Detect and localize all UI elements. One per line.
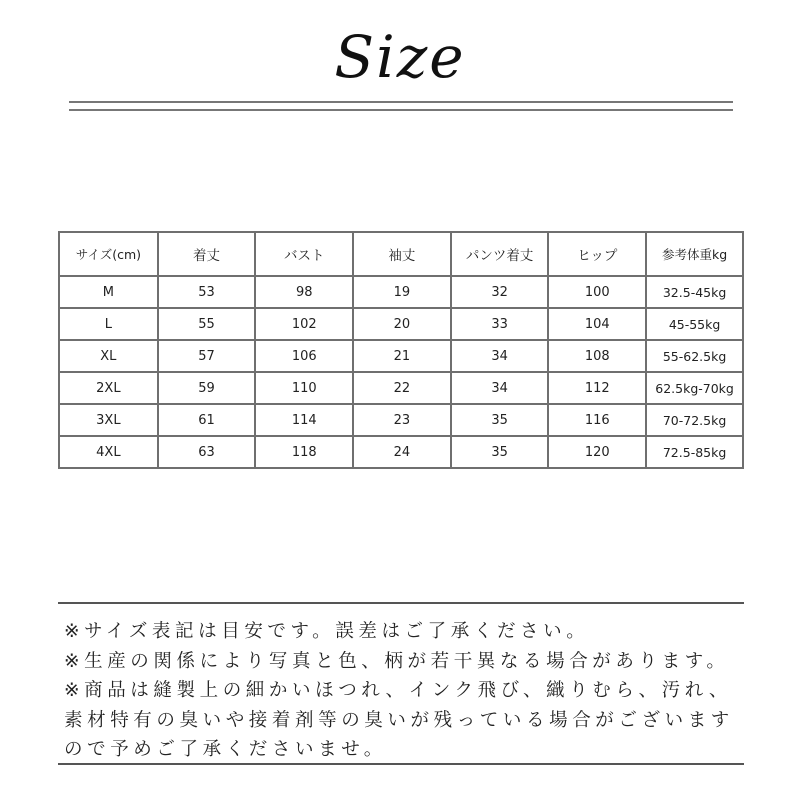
table-row — [59, 436, 743, 468]
cell-sleeve: 20 — [353, 308, 451, 340]
header-length: 着丈 — [158, 232, 256, 276]
table-header-row — [59, 232, 743, 276]
table-row — [59, 340, 743, 372]
cell-length: 61 — [158, 404, 256, 436]
cell-pants-length: 34 — [451, 372, 549, 404]
cell-bust: 118 — [255, 436, 353, 468]
cell-weight: 62.5kg-70kg — [646, 372, 743, 404]
cell-weight: 70-72.5kg — [646, 404, 743, 436]
note-line: ので予めご了承くださいませ。 — [64, 739, 387, 760]
cell-length: 53 — [158, 276, 256, 308]
cell-length: 57 — [158, 340, 256, 372]
cell-weight: 32.5-45kg — [646, 276, 743, 308]
note-line: ※生産の関係により写真と色、柄が若干異なる場合があります。 — [64, 650, 730, 672]
table-row — [59, 308, 743, 340]
note-line: ※商品は縫製上の細かいほつれ、インク飛び、織りむら、汚れ、 — [64, 680, 733, 701]
cell-hip: 108 — [548, 340, 646, 372]
cell-size: 2XL — [59, 372, 158, 404]
cell-length: 59 — [158, 372, 256, 404]
cell-length: 63 — [158, 436, 256, 468]
cell-size: L — [59, 308, 158, 340]
cell-sleeve: 19 — [353, 276, 451, 308]
header-hip: ヒップ — [548, 232, 646, 276]
header-weight: 参考体重kg — [646, 232, 743, 276]
notes-divider-bottom — [58, 763, 744, 765]
header-sleeve: 袖丈 — [353, 232, 451, 276]
cell-sleeve: 22 — [353, 372, 451, 404]
notes-divider-top — [58, 602, 744, 604]
note-line: 素材特有の臭いや接着剤等の臭いが残っている場合がございます — [64, 709, 734, 731]
cell-size: XL — [59, 340, 158, 372]
cell-size: 3XL — [59, 404, 158, 436]
header-size: サイズ(cm) — [59, 232, 158, 276]
page-title: Size — [334, 23, 466, 91]
table-row — [59, 372, 743, 404]
table-row — [59, 404, 743, 436]
cell-hip: 112 — [548, 372, 646, 404]
cell-hip: 100 — [548, 276, 646, 308]
cell-bust: 98 — [255, 276, 353, 308]
notes-section — [64, 617, 754, 765]
cell-weight: 45-55kg — [646, 308, 743, 340]
title-divider-bottom — [69, 109, 733, 111]
cell-hip: 120 — [548, 436, 646, 468]
table-row — [59, 276, 743, 308]
cell-length: 55 — [158, 308, 256, 340]
title-divider-top — [69, 101, 733, 103]
note-line: ※サイズ表記は目安です。誤差はご了承ください。 — [64, 621, 590, 642]
cell-size: M — [59, 276, 158, 308]
cell-sleeve: 23 — [353, 404, 451, 436]
cell-pants-length: 33 — [451, 308, 549, 340]
cell-pants-length: 35 — [451, 404, 549, 436]
cell-weight: 55-62.5kg — [646, 340, 743, 372]
header-bust: バスト — [255, 232, 353, 276]
size-chart-table — [58, 231, 744, 469]
cell-hip: 116 — [548, 404, 646, 436]
cell-pants-length: 32 — [451, 276, 549, 308]
cell-sleeve: 24 — [353, 436, 451, 468]
cell-pants-length: 35 — [451, 436, 549, 468]
cell-size: 4XL — [59, 436, 158, 468]
cell-bust: 110 — [255, 372, 353, 404]
cell-weight: 72.5-85kg — [646, 436, 743, 468]
header-pants-length: パンツ着丈 — [451, 232, 549, 276]
cell-bust: 102 — [255, 308, 353, 340]
cell-hip: 104 — [548, 308, 646, 340]
cell-bust: 106 — [255, 340, 353, 372]
cell-sleeve: 21 — [353, 340, 451, 372]
cell-bust: 114 — [255, 404, 353, 436]
cell-pants-length: 34 — [451, 340, 549, 372]
